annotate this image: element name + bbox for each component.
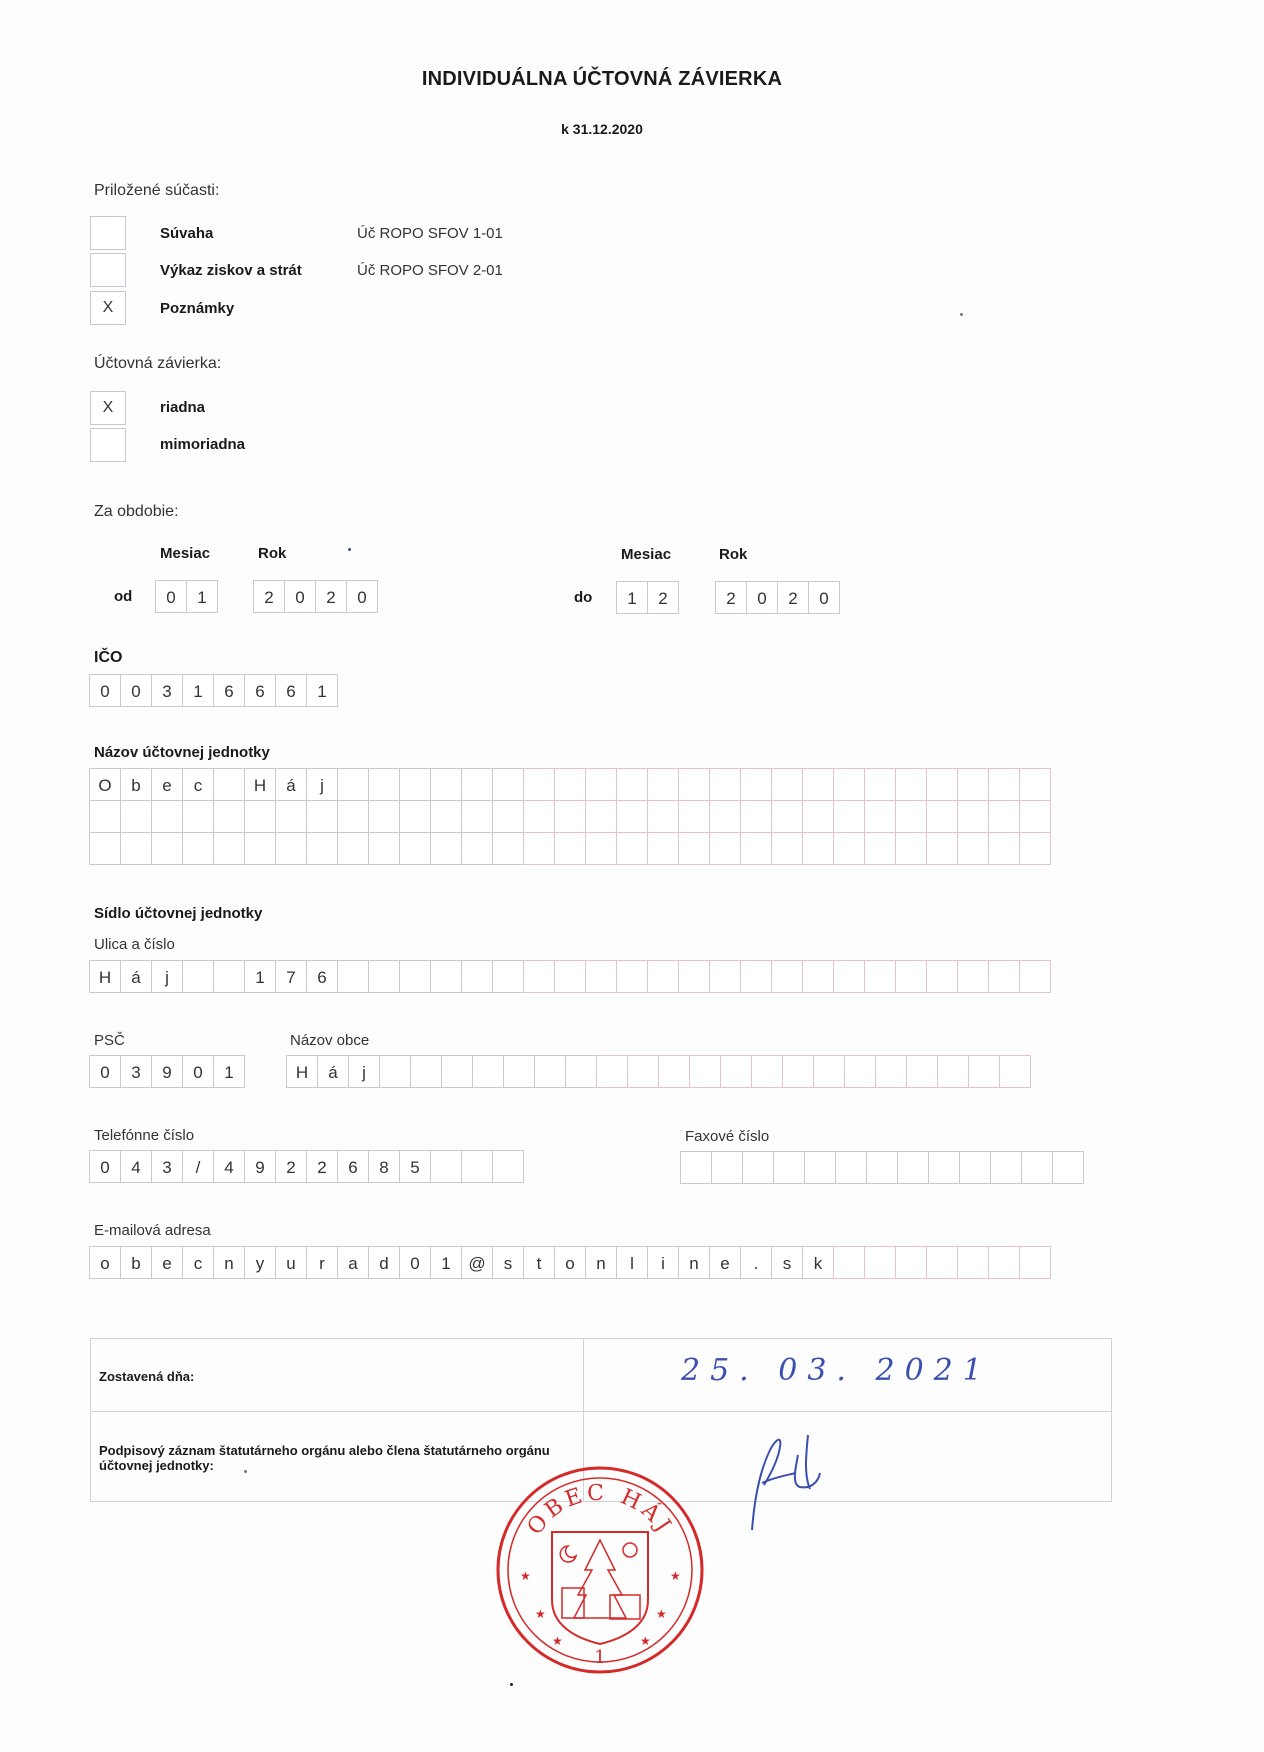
name-field-row-1[interactable] [90,768,1051,801]
char-cell[interactable] [928,1151,960,1184]
char-cell[interactable] [275,800,307,833]
to-month-label: Mesiac [621,546,672,563]
char-cell[interactable] [461,768,493,801]
char-cell[interactable] [957,960,989,993]
name-field-row-3[interactable] [90,832,1051,865]
digit-cell[interactable]: 0 [155,580,187,613]
char-cell[interactable] [647,960,679,993]
char-cell[interactable] [430,832,462,865]
char-cell[interactable]: c [182,1246,214,1279]
char-cell[interactable] [864,960,896,993]
char-cell[interactable] [751,1055,783,1088]
char-cell[interactable]: y [244,1246,276,1279]
char-cell[interactable] [647,832,679,865]
char-cell[interactable] [472,1055,504,1088]
char-cell[interactable]: o [554,1246,586,1279]
char-cell[interactable] [368,800,400,833]
city-label: Názov obce [290,1032,370,1049]
to-year-label: Rok [719,546,748,563]
char-cell[interactable]: 0 [89,1150,121,1183]
char-cell[interactable] [585,768,617,801]
char-cell[interactable] [678,960,710,993]
char-cell[interactable]: 1 [244,960,276,993]
fax-label: Faxové číslo [685,1128,770,1145]
char-cell[interactable] [616,960,648,993]
char-cell[interactable] [709,768,741,801]
char-cell[interactable] [771,832,803,865]
char-cell[interactable]: 7 [275,960,307,993]
char-cell[interactable]: 1 [213,1055,245,1088]
char-cell[interactable]: 6 [213,674,245,707]
char-cell[interactable] [306,832,338,865]
phone-field[interactable] [90,1150,524,1183]
fax-field[interactable] [681,1151,1084,1184]
digit-cell[interactable]: 2 [715,581,747,614]
char-cell[interactable] [534,1055,566,1088]
char-cell[interactable] [895,1246,927,1279]
from-month-field[interactable] [156,580,218,613]
char-cell[interactable] [492,960,524,993]
char-cell[interactable]: k [802,1246,834,1279]
char-cell[interactable] [957,1246,989,1279]
char-cell[interactable] [461,832,493,865]
label-mimoriadna: mimoriadna [160,436,246,453]
char-cell[interactable]: 0 [89,674,121,707]
char-cell[interactable] [897,1151,929,1184]
char-cell[interactable] [711,1151,743,1184]
char-cell[interactable] [275,832,307,865]
digit-cell[interactable]: 0 [808,581,840,614]
char-cell[interactable]: 3 [151,674,183,707]
char-cell[interactable] [461,800,493,833]
digit-cell[interactable]: 2 [253,580,285,613]
char-cell[interactable] [182,832,214,865]
char-cell[interactable] [740,960,772,993]
char-cell[interactable] [337,800,369,833]
checkbox-riadna[interactable]: X [90,391,126,425]
digit-cell[interactable]: 0 [346,580,378,613]
char-cell[interactable] [492,800,524,833]
to-month-field[interactable] [617,581,679,614]
char-cell[interactable] [988,832,1020,865]
char-cell[interactable] [565,1055,597,1088]
attached-heading: Priložené súčasti: [94,182,220,199]
ico-field[interactable] [90,674,338,707]
digit-cell[interactable]: 2 [315,580,347,613]
char-cell[interactable]: 0 [89,1055,121,1088]
char-cell[interactable] [864,768,896,801]
char-cell[interactable] [771,960,803,993]
char-cell[interactable] [740,768,772,801]
document-title: INDIVIDUÁLNA ÚČTOVNÁ ZÁVIERKA [421,68,783,90]
digit-cell[interactable]: 2 [647,581,679,614]
char-cell[interactable] [554,960,586,993]
street-field[interactable] [90,960,1051,993]
char-cell[interactable] [802,832,834,865]
char-cell[interactable] [585,960,617,993]
char-cell[interactable] [430,768,462,801]
char-cell[interactable]: á [275,768,307,801]
signature-label: Podpisový záznam štatutárneho orgánu alebo člena štatutárneho orgánu účtovnej jednotky: [99,1443,550,1473]
char-cell[interactable] [957,832,989,865]
char-cell[interactable] [689,1055,721,1088]
char-cell[interactable] [926,832,958,865]
char-cell[interactable]: b [120,1246,152,1279]
char-cell[interactable]: 6 [275,674,307,707]
char-cell[interactable]: 6 [337,1150,369,1183]
char-cell[interactable]: t [523,1246,555,1279]
to-label: do [574,589,593,606]
char-cell[interactable] [337,832,369,865]
from-month-label: Mesiac [160,545,211,562]
char-cell[interactable] [802,960,834,993]
char-cell[interactable]: n [585,1246,617,1279]
char-cell[interactable] [554,768,586,801]
checkbox-mimoriadna[interactable] [90,428,126,462]
svg-text:★: ★ [670,1569,681,1583]
char-cell[interactable] [337,768,369,801]
char-cell[interactable] [89,800,121,833]
char-cell[interactable] [441,1055,473,1088]
char-cell[interactable]: / [182,1150,214,1183]
char-cell[interactable] [864,800,896,833]
char-cell[interactable] [926,1246,958,1279]
char-cell[interactable]: 3 [151,1150,183,1183]
svg-text:★: ★ [656,1607,667,1621]
checkbox-suvaha[interactable] [90,216,126,250]
char-cell[interactable]: 2 [275,1150,307,1183]
char-cell[interactable] [802,768,834,801]
digit-cell[interactable]: 0 [284,580,316,613]
street-label: Ulica a číslo [94,936,175,953]
char-cell[interactable] [773,1151,805,1184]
char-cell[interactable]: 8 [368,1150,400,1183]
char-cell[interactable] [680,1151,712,1184]
char-cell[interactable] [658,1055,690,1088]
char-cell[interactable] [647,768,679,801]
char-cell[interactable] [957,768,989,801]
closing-heading: Účtovná závierka: [94,355,222,372]
char-cell[interactable]: n [213,1246,245,1279]
char-cell[interactable] [833,768,865,801]
char-cell[interactable] [988,1246,1020,1279]
svg-text:★: ★ [640,1634,651,1648]
char-cell[interactable] [957,800,989,833]
char-cell[interactable] [835,1151,867,1184]
char-cell[interactable]: 0 [120,674,152,707]
char-cell[interactable] [895,768,927,801]
char-cell[interactable] [864,832,896,865]
code-vykaz: Úč ROPO SFOV 2-01 [357,262,503,279]
label-poznamky: Poznámky [160,300,235,317]
char-cell[interactable] [244,800,276,833]
char-cell[interactable]: 1 [430,1246,462,1279]
char-cell[interactable] [523,768,555,801]
period-heading: Za obdobie: [94,503,179,520]
char-cell[interactable] [988,768,1020,801]
label-vykaz: Výkaz ziskov a strát [160,262,302,279]
char-cell[interactable] [585,832,617,865]
char-cell[interactable] [430,960,462,993]
char-cell[interactable] [337,960,369,993]
name-label: Názov účtovnej jednotky [94,744,270,761]
code-suvaha: Úč ROPO SFOV 1-01 [357,225,503,242]
digit-cell[interactable]: 0 [746,581,778,614]
compiled-date-handwritten: 25. 03. 2021 [681,1353,992,1388]
char-cell[interactable] [864,1246,896,1279]
char-cell[interactable]: r [306,1246,338,1279]
svg-text:★: ★ [520,1569,531,1583]
checkbox-poznamky[interactable]: X [90,291,126,325]
char-cell[interactable]: @ [461,1246,493,1279]
psc-label: PSČ [94,1032,125,1049]
char-cell[interactable]: 4 [213,1150,245,1183]
char-cell[interactable] [306,800,338,833]
email-field[interactable] [90,1246,1051,1279]
char-cell[interactable] [804,1151,836,1184]
char-cell[interactable]: j [306,768,338,801]
char-cell[interactable] [151,800,183,833]
char-cell[interactable] [89,832,121,865]
char-cell[interactable] [678,800,710,833]
char-cell[interactable] [720,1055,752,1088]
char-cell[interactable] [430,1150,462,1183]
char-cell[interactable] [1019,832,1051,865]
char-cell[interactable]: 9 [244,1150,276,1183]
char-cell[interactable] [399,768,431,801]
char-cell[interactable]: 6 [306,960,338,993]
char-cell[interactable] [709,832,741,865]
char-cell[interactable] [120,800,152,833]
char-cell[interactable]: c [182,768,214,801]
from-year-field[interactable] [254,580,378,613]
official-stamp [490,1460,710,1680]
char-cell[interactable] [1019,960,1051,993]
label-suvaha: Súvaha [160,225,214,242]
char-cell[interactable] [926,800,958,833]
char-cell[interactable]: 0 [182,1055,214,1088]
char-cell[interactable] [937,1055,969,1088]
svg-text:OBEC HÁJ: OBEC HÁJ [522,1480,678,1540]
char-cell[interactable] [833,832,865,865]
char-cell[interactable]: e [709,1246,741,1279]
stamp-number: 1 [594,1647,606,1668]
char-cell[interactable]: 9 [151,1055,183,1088]
digit-cell[interactable]: 1 [616,581,648,614]
char-cell[interactable] [554,832,586,865]
char-cell[interactable] [1052,1151,1084,1184]
from-label: od [114,588,133,605]
char-cell[interactable]: j [151,960,183,993]
char-cell[interactable]: 1 [306,674,338,707]
char-cell[interactable] [430,800,462,833]
char-cell[interactable]: l [616,1246,648,1279]
document-date: k 31.12.2020 [561,121,643,137]
char-cell[interactable]: H [244,768,276,801]
char-cell[interactable] [968,1055,1000,1088]
checkbox-vykaz[interactable] [90,253,126,287]
char-cell[interactable] [492,832,524,865]
char-cell[interactable]: a [337,1246,369,1279]
char-cell[interactable] [523,832,555,865]
char-cell[interactable] [959,1151,991,1184]
char-cell[interactable] [399,960,431,993]
char-cell[interactable] [523,800,555,833]
char-cell[interactable] [926,768,958,801]
char-cell[interactable] [802,800,834,833]
char-cell[interactable] [990,1151,1022,1184]
char-cell[interactable] [182,960,214,993]
char-cell[interactable] [503,1055,535,1088]
char-cell[interactable] [410,1055,442,1088]
char-cell[interactable]: e [151,1246,183,1279]
char-cell[interactable]: o [89,1246,121,1279]
char-cell[interactable] [895,832,927,865]
char-cell[interactable] [833,1246,865,1279]
char-cell[interactable]: 0 [399,1246,431,1279]
seat-heading: Sídlo účtovnej jednotky [94,905,263,922]
char-cell[interactable] [368,768,400,801]
char-cell[interactable]: 4 [120,1150,152,1183]
char-cell[interactable]: b [120,768,152,801]
ico-label: IČO [94,649,123,666]
char-cell[interactable]: á [317,1055,349,1088]
char-cell[interactable] [213,768,245,801]
char-cell[interactable]: H [89,960,121,993]
char-cell[interactable] [844,1055,876,1088]
char-cell[interactable] [926,960,958,993]
char-cell[interactable]: u [275,1246,307,1279]
char-cell[interactable]: d [368,1246,400,1279]
char-cell[interactable] [678,768,710,801]
char-cell[interactable] [813,1055,845,1088]
char-cell[interactable] [182,800,214,833]
char-cell[interactable]: 5 [399,1150,431,1183]
char-cell[interactable] [782,1055,814,1088]
char-cell[interactable]: 2 [306,1150,338,1183]
digit-cell[interactable]: 1 [186,580,218,613]
digit-cell[interactable]: 2 [777,581,809,614]
char-cell[interactable] [647,800,679,833]
char-cell[interactable] [616,768,648,801]
char-cell[interactable] [906,1055,938,1088]
svg-text:★: ★ [535,1607,546,1621]
char-cell[interactable] [895,800,927,833]
char-cell[interactable] [742,1151,774,1184]
email-label: E-mailová adresa [94,1222,211,1239]
char-cell[interactable] [740,832,772,865]
char-cell[interactable] [244,832,276,865]
char-cell[interactable] [875,1055,907,1088]
char-cell[interactable] [988,800,1020,833]
char-cell[interactable]: 1 [182,674,214,707]
char-cell[interactable] [709,800,741,833]
char-cell[interactable] [1019,1246,1051,1279]
char-cell[interactable] [833,800,865,833]
char-cell[interactable]: á [120,960,152,993]
label-riadna: riadna [160,399,206,416]
char-cell[interactable] [833,960,865,993]
char-cell[interactable] [616,800,648,833]
compiled-label: Zostavená dňa: [99,1369,195,1384]
char-cell[interactable] [120,832,152,865]
char-cell[interactable]: n [678,1246,710,1279]
char-cell[interactable] [1019,800,1051,833]
char-cell[interactable] [616,832,648,865]
char-cell[interactable] [771,768,803,801]
char-cell[interactable] [627,1055,659,1088]
char-cell[interactable]: s [492,1246,524,1279]
char-cell[interactable] [379,1055,411,1088]
char-cell[interactable]: j [348,1055,380,1088]
char-cell[interactable] [1019,768,1051,801]
char-cell[interactable] [368,832,400,865]
char-cell[interactable] [678,832,710,865]
name-field-row-2[interactable] [90,800,1051,833]
char-cell[interactable] [1021,1151,1053,1184]
char-cell[interactable] [399,832,431,865]
char-cell[interactable] [999,1055,1031,1088]
to-year-field[interactable] [716,581,840,614]
char-cell[interactable]: e [151,768,183,801]
char-cell[interactable] [151,832,183,865]
char-cell[interactable] [585,800,617,833]
char-cell[interactable] [523,960,555,993]
char-cell[interactable] [895,960,927,993]
char-cell[interactable] [740,800,772,833]
char-cell[interactable] [866,1151,898,1184]
psc-field[interactable] [90,1055,245,1088]
char-cell[interactable] [988,960,1020,993]
char-cell[interactable]: . [740,1246,772,1279]
char-cell[interactable]: s [771,1246,803,1279]
char-cell[interactable] [213,960,245,993]
char-cell[interactable] [554,800,586,833]
char-cell[interactable]: 6 [244,674,276,707]
char-cell[interactable] [771,800,803,833]
char-cell[interactable] [596,1055,628,1088]
char-cell[interactable] [368,960,400,993]
char-cell[interactable]: O [89,768,121,801]
char-cell[interactable] [213,800,245,833]
phone-label: Telefónne číslo [94,1127,195,1144]
char-cell[interactable] [492,1150,524,1183]
char-cell[interactable] [213,832,245,865]
char-cell[interactable]: 3 [120,1055,152,1088]
from-year-label: Rok [258,545,287,562]
char-cell[interactable] [461,1150,493,1183]
signature-scribble [740,1425,840,1535]
char-cell[interactable]: H [286,1055,318,1088]
char-cell[interactable] [399,800,431,833]
char-cell[interactable] [461,960,493,993]
char-cell[interactable] [709,960,741,993]
svg-text:★: ★ [552,1634,563,1648]
city-field[interactable] [287,1055,1031,1088]
char-cell[interactable]: i [647,1246,679,1279]
char-cell[interactable] [492,768,524,801]
